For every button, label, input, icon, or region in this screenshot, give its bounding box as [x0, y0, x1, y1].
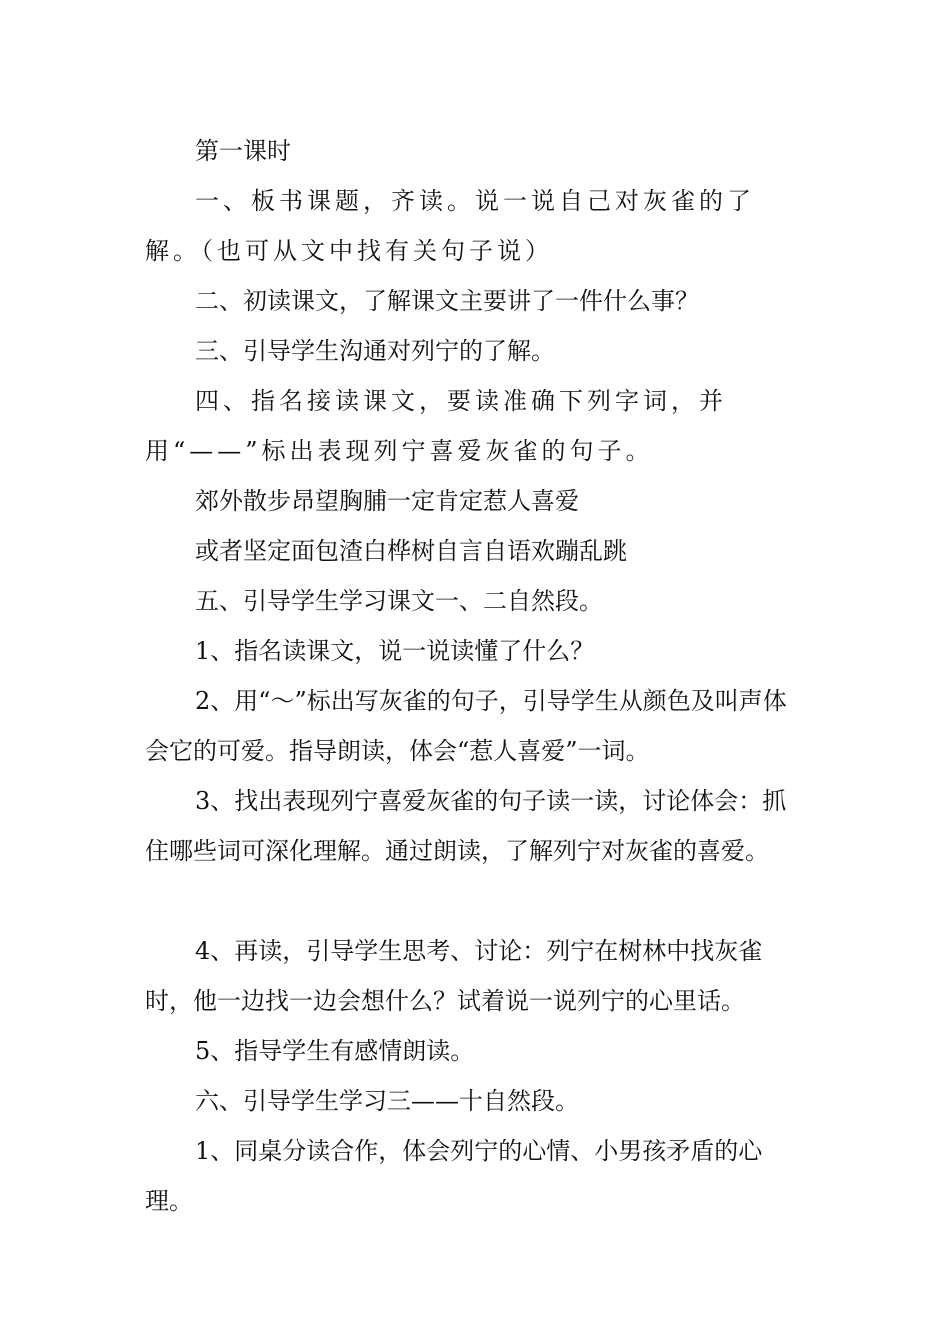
item-2: 2、用“～”标出写灰雀的句子，引导学生从颜色及叫声体会它的可爱。指导朗读，体会“惹人喜爱”一词。 — [145, 687, 787, 765]
lesson-heading: 第一课时 — [195, 137, 291, 165]
word-list-2: 或者坚定面包渣白桦树自言自语欢蹦乱跳 — [195, 537, 627, 565]
paragraph-6: 六、引导学生学习三——十自然段。 — [195, 1087, 579, 1115]
item-1: 1、指名读课文，说一说读懂了什么？ — [195, 637, 595, 665]
item-4: 4、再读，引导学生思考、讨论：列宁在树林中找灰雀时，他一边找一边会想什么？试着说一说列宁的心里话。 — [145, 937, 763, 1015]
item-3: 3、找出表现列宁喜爱灰雀的句子读一读，讨论体会：抓住哪些词可深化理解。通过朗读，了解列宁对灰雀的喜爱。 — [145, 787, 787, 865]
word-list-1: 郊外散步昂望胸脯一定肯定惹人喜爱 — [195, 487, 579, 515]
paragraph-4: 四、指名接读课文，要读准确下列字词，并用“——”标出表现列宁喜爱灰雀的句子。 — [145, 387, 727, 465]
item-6: 1、同桌分读合作，体会列宁的心情、小男孩矛盾的心理。 — [145, 1137, 763, 1215]
paragraph-2: 二、初读课文，了解课文主要讲了一件什么事？ — [195, 287, 699, 315]
paragraph-3: 三、引导学生沟通对列宁的了解。 — [195, 337, 555, 365]
paragraph-1: 一、板书课题，齐读。说一说自己对灰雀的了解。（也可从文中找有关句子说） — [145, 187, 755, 265]
paragraph-5: 五、引导学生学习课文一、二自然段。 — [195, 587, 603, 615]
item-5: 5、指导学生有感情朗读。 — [195, 1037, 475, 1065]
